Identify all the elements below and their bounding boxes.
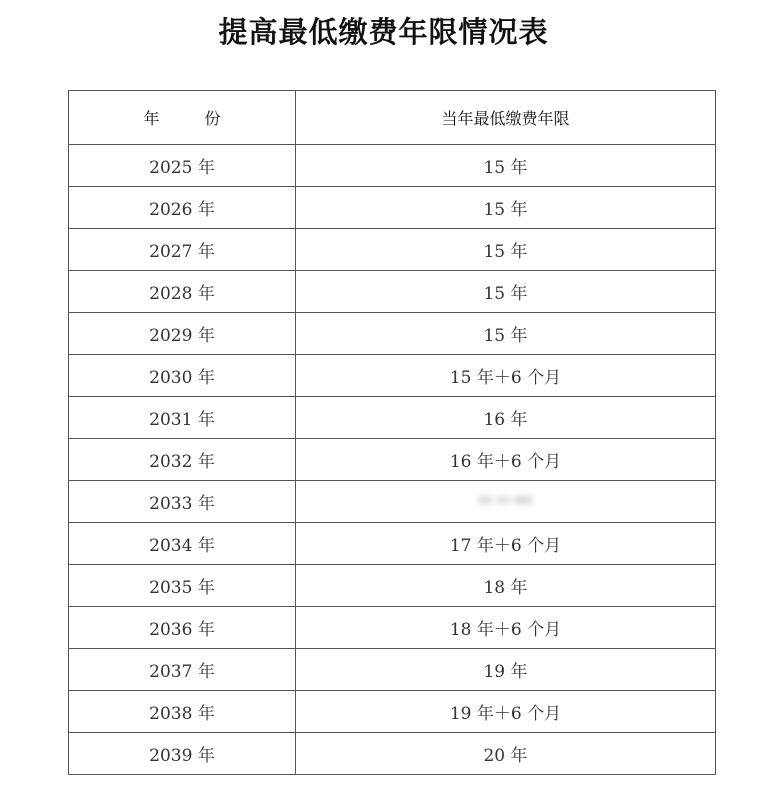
table-row xyxy=(69,187,716,229)
page-title: 提高最低缴费年限情况表 xyxy=(218,15,549,49)
limit-cell: 18 年＋6 个月 xyxy=(296,607,716,649)
year-cell: 2039 年 xyxy=(69,733,296,775)
year-cell: 2027 年 xyxy=(69,229,296,271)
limit-cell: 19 年＋6 个月 xyxy=(296,691,716,733)
year-cell: 2033 年 xyxy=(69,481,296,523)
year-cell: 2028 年 xyxy=(69,271,296,313)
blurred-value xyxy=(476,492,536,512)
year-cell: 2025 年 xyxy=(69,145,296,187)
limit-cell: 15 年 xyxy=(296,313,716,355)
limit-cell: 20 年 xyxy=(296,733,716,775)
table-row xyxy=(69,607,716,649)
table-row xyxy=(69,481,716,523)
contribution-limits-table xyxy=(68,90,716,775)
redacted-mark-icon xyxy=(476,493,536,507)
table-row xyxy=(69,313,716,355)
year-cell: 2032 年 xyxy=(69,439,296,481)
table-row xyxy=(69,523,716,565)
table-row xyxy=(69,271,716,313)
table-row xyxy=(69,733,716,775)
year-cell: 2026 年 xyxy=(69,187,296,229)
table-row xyxy=(69,355,716,397)
year-cell: 2031 年 xyxy=(69,397,296,439)
limit-cell: 15 年 xyxy=(296,187,716,229)
limit-cell: 17 年＋6 个月 xyxy=(296,523,716,565)
year-cell: 2034 年 xyxy=(69,523,296,565)
limit-cell: 16 年 xyxy=(296,397,716,439)
limit-cell: 15 年 xyxy=(296,271,716,313)
limit-cell: 15 年 xyxy=(296,229,716,271)
limit-cell: 16 年＋6 个月 xyxy=(296,439,716,481)
header-limit: 当年最低缴费年限 xyxy=(296,91,716,145)
year-cell: 2037 年 xyxy=(69,649,296,691)
year-cell: 2036 年 xyxy=(69,607,296,649)
table-row xyxy=(69,649,716,691)
table-row xyxy=(69,691,716,733)
table-header-row xyxy=(69,91,716,145)
table-row xyxy=(69,439,716,481)
year-cell: 2030 年 xyxy=(69,355,296,397)
limit-cell: 15 年 xyxy=(296,145,716,187)
year-cell: 2029 年 xyxy=(69,313,296,355)
table-row xyxy=(69,229,716,271)
year-cell: 2038 年 xyxy=(69,691,296,733)
year-cell: 2035 年 xyxy=(69,565,296,607)
limit-cell-redacted xyxy=(296,481,716,523)
header-year: 年 份 xyxy=(69,91,296,145)
table-row xyxy=(69,397,716,439)
limit-cell: 15 年＋6 个月 xyxy=(296,355,716,397)
table-row xyxy=(69,145,716,187)
table-row xyxy=(69,565,716,607)
limit-cell: 19 年 xyxy=(296,649,716,691)
limit-cell: 18 年 xyxy=(296,565,716,607)
